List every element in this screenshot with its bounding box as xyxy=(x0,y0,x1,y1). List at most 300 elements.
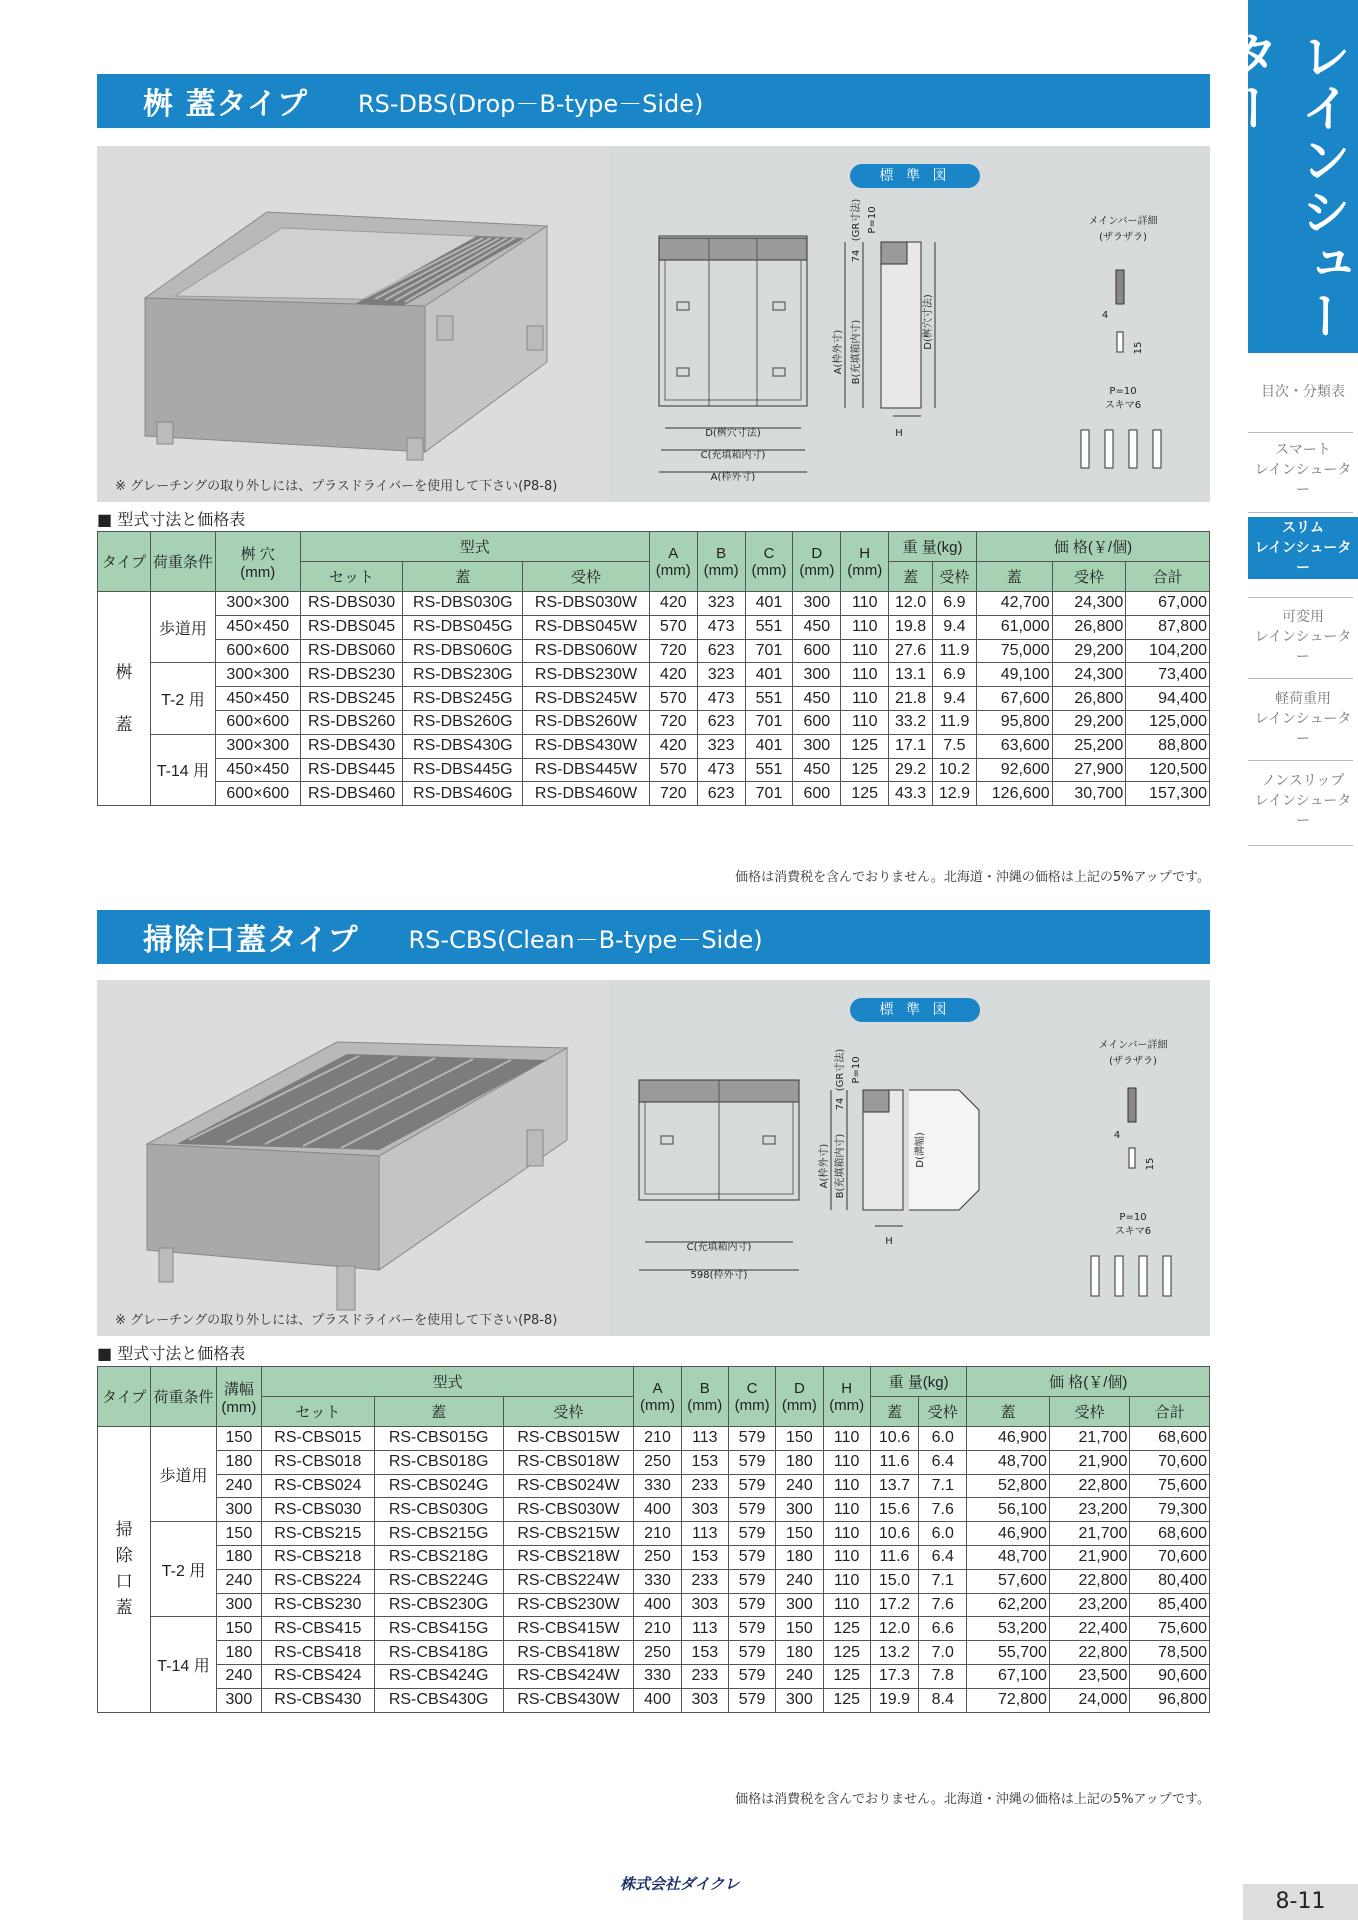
side-item-label: 可変用 xyxy=(1282,609,1324,625)
table-row xyxy=(98,687,1210,711)
table-cell: RS-DBS030G xyxy=(403,592,523,616)
table-cell: 27.6 xyxy=(889,639,933,663)
table-cell: 579 xyxy=(728,1688,775,1712)
table-cell: 7.5 xyxy=(933,734,977,758)
table-cell: 300 xyxy=(793,592,841,616)
table-cell: 180 xyxy=(776,1641,823,1665)
dim-label: B(充填箱内寸) xyxy=(835,1133,846,1199)
table-cell: RS-CBS024G xyxy=(374,1474,503,1498)
table-cell: 240 xyxy=(776,1569,823,1593)
dim-label: P=10 xyxy=(1109,386,1137,397)
table-row xyxy=(98,1474,1210,1498)
section-title: 掃除口蓋タイプ xyxy=(143,923,359,958)
table-cell: 300 xyxy=(776,1593,823,1617)
header-price: 価 格(￥/個) xyxy=(976,532,1209,562)
table-cell: 240 xyxy=(216,1664,261,1688)
table-cell: 303 xyxy=(681,1688,728,1712)
table-cell: 8.4 xyxy=(919,1688,967,1712)
table-cell: 579 xyxy=(728,1593,775,1617)
table-cell: 27,900 xyxy=(1052,758,1126,782)
table-cell: 17.3 xyxy=(870,1664,918,1688)
table-cell: RS-DBS430 xyxy=(300,734,403,758)
table-cell: 75,600 xyxy=(1130,1617,1210,1641)
table-cell: 125 xyxy=(823,1688,870,1712)
table-cell: 78,500 xyxy=(1130,1641,1210,1665)
table-cell: 13.2 xyxy=(870,1641,918,1665)
table-cell: RS-CBS218W xyxy=(503,1545,634,1569)
table-cell: 623 xyxy=(697,782,745,806)
table-cell: 49,100 xyxy=(976,663,1052,687)
table-cell: RS-CBS415 xyxy=(262,1617,375,1641)
table-cell: 21,700 xyxy=(1049,1427,1130,1451)
table-cell: RS-DBS230 xyxy=(300,663,403,687)
table-cell: RS-CBS218 xyxy=(262,1545,375,1569)
detail-label: メインバー詳細 xyxy=(1088,216,1158,227)
table-cell: RS-DBS245W xyxy=(523,687,650,711)
table-cell: 11.9 xyxy=(933,710,977,734)
table-cell: 701 xyxy=(745,782,793,806)
table-cell: 22,800 xyxy=(1049,1474,1130,1498)
table-cell: 473 xyxy=(697,758,745,782)
section-title: 桝 蓋タイプ xyxy=(143,87,308,122)
table-cell: 180 xyxy=(776,1545,823,1569)
table-cell: 400 xyxy=(634,1498,681,1522)
table-cell: 70,600 xyxy=(1130,1545,1210,1569)
table-cell: RS-DBS445G xyxy=(403,758,523,782)
side-item-label: レインシューター xyxy=(1254,629,1352,665)
table-cell: RS-CBS415G xyxy=(374,1617,503,1641)
divider xyxy=(1248,678,1353,679)
table-row xyxy=(98,1569,1210,1593)
table-cell: 240 xyxy=(776,1474,823,1498)
table-cell: 579 xyxy=(728,1474,775,1498)
table-cell: 473 xyxy=(697,687,745,711)
table-cell: 240 xyxy=(216,1474,261,1498)
table-cell: 125 xyxy=(823,1641,870,1665)
header-type: タイプ xyxy=(98,532,151,592)
table-cell: 323 xyxy=(697,663,745,687)
dim-label: 15 xyxy=(1133,341,1144,355)
header-d: D (mm) xyxy=(776,1367,823,1427)
table-cell: 24,300 xyxy=(1052,663,1126,687)
table-cell: 180 xyxy=(216,1545,261,1569)
table-cell: 579 xyxy=(728,1641,775,1665)
dim-label: B(充填箱内寸) xyxy=(851,319,862,385)
table-cell: 30,700 xyxy=(1052,782,1126,806)
table-cell: 10.6 xyxy=(870,1427,918,1451)
company-logo: 株式会社ダイクレ xyxy=(620,1875,740,1893)
table-cell: 92,600 xyxy=(976,758,1052,782)
detail-label: (ザラザラ) xyxy=(1099,232,1147,243)
table-cell: 26,800 xyxy=(1052,687,1126,711)
header-weight-cover: 蓋 xyxy=(870,1397,918,1427)
table-cell: 75,600 xyxy=(1130,1474,1210,1498)
table-cell: RS-CBS030W xyxy=(503,1498,634,1522)
table-cell: RS-DBS045 xyxy=(300,615,403,639)
table-cell: 12.9 xyxy=(933,782,977,806)
table-cell: 42,700 xyxy=(976,592,1052,616)
table-cell: 233 xyxy=(681,1474,728,1498)
table-cell: 21,900 xyxy=(1049,1450,1130,1474)
table-cell: RS-CBS418W xyxy=(503,1641,634,1665)
table-cell: RS-DBS045W xyxy=(523,615,650,639)
table-cell: 21.8 xyxy=(889,687,933,711)
table-cell: RS-CBS015 xyxy=(262,1427,375,1451)
table-cell: 300×300 xyxy=(215,734,300,758)
standard-drawing xyxy=(609,980,1210,1336)
table-cell: 551 xyxy=(745,687,793,711)
header-h: H (mm) xyxy=(823,1367,870,1427)
table-cell: RS-CBS218G xyxy=(374,1545,503,1569)
table-cell: 210 xyxy=(634,1617,681,1641)
table-cell: 150 xyxy=(216,1522,261,1546)
side-item-label: 目次・分類表 xyxy=(1261,384,1345,400)
section-header-dbs xyxy=(97,74,1210,128)
section-subtitle: RS-DBS(Drop－B-type－Side) xyxy=(357,89,704,118)
table-cell: RS-CBS030G xyxy=(374,1498,503,1522)
table-cell: 250 xyxy=(634,1545,681,1569)
table-cell: 6.9 xyxy=(933,663,977,687)
table-cell: 21,900 xyxy=(1049,1545,1130,1569)
dim-label: 4 xyxy=(1101,310,1109,321)
header-cover: 蓋 xyxy=(403,562,523,592)
price-note: 価格は消費税を含んでおりません。北海道・沖縄の価格は上記の5%アップです。 xyxy=(735,870,1210,885)
table-cell: RS-CBS015G xyxy=(374,1427,503,1451)
load-cell: T-14 用 xyxy=(150,734,215,805)
table-cell: 450 xyxy=(793,687,841,711)
table-cell: 250 xyxy=(634,1641,681,1665)
table-cell: RS-DBS260W xyxy=(523,710,650,734)
header-size: 桝 穴 (mm) xyxy=(215,532,300,592)
dim-label: P=10 xyxy=(1119,1212,1147,1223)
table-cell: 400 xyxy=(634,1593,681,1617)
table-cell: 551 xyxy=(745,615,793,639)
table-cell: 570 xyxy=(649,615,697,639)
table-cell: 150 xyxy=(216,1427,261,1451)
dim-label: 4 xyxy=(1113,1130,1121,1141)
table-cell: 53,200 xyxy=(967,1617,1050,1641)
table-cell: 450×450 xyxy=(215,758,300,782)
table-cell: 87,800 xyxy=(1126,615,1210,639)
table-row xyxy=(98,615,1210,639)
table-cell: 233 xyxy=(681,1664,728,1688)
table-cell: 110 xyxy=(823,1498,870,1522)
table-cell: 67,600 xyxy=(976,687,1052,711)
table-cell: RS-CBS430G xyxy=(374,1688,503,1712)
table-row xyxy=(98,1427,1210,1451)
table-cell: 330 xyxy=(634,1569,681,1593)
table-cell: RS-DBS430G xyxy=(403,734,523,758)
table-cell: RS-DBS045G xyxy=(403,615,523,639)
section-subtitle: RS-CBS(Clean－B-type－Side) xyxy=(408,925,763,954)
detail-label: (ザラザラ) xyxy=(1109,1056,1157,1067)
header-model: 型式 xyxy=(262,1367,634,1397)
table-cell: RS-CBS024 xyxy=(262,1474,375,1498)
table-cell: 570 xyxy=(649,687,697,711)
side-tab-title[interactable]: レインシューター xyxy=(1248,0,1358,353)
header-c: C (mm) xyxy=(745,532,793,592)
table-cell: 10.6 xyxy=(870,1522,918,1546)
table-cell: 125 xyxy=(841,734,889,758)
table-cell: 110 xyxy=(823,1522,870,1546)
table-cell: 623 xyxy=(697,710,745,734)
table-cell: 85,400 xyxy=(1130,1593,1210,1617)
table-cell: 67,000 xyxy=(1126,592,1210,616)
dim-label: D(溝幅) xyxy=(915,1132,926,1168)
table-cell: 48,700 xyxy=(967,1450,1050,1474)
dim-label: P=10 xyxy=(867,206,878,234)
dim-label: 598(枠外寸) xyxy=(690,1270,748,1281)
side-item-label: レインシューター xyxy=(1254,462,1352,498)
table-cell: 125 xyxy=(841,782,889,806)
table-cell: 300 xyxy=(793,663,841,687)
table-cell: RS-DBS260G xyxy=(403,710,523,734)
table-cell: 300×300 xyxy=(215,592,300,616)
header-d: D (mm) xyxy=(793,532,841,592)
dim-label: (GR寸法) xyxy=(835,1048,846,1092)
photo-note: ※ グレーチングの取り外しには、プラスドライバーを使用して下さい(P8-8) xyxy=(115,1313,558,1328)
load-cell: T-2 用 xyxy=(150,663,215,734)
table-cell: 72,800 xyxy=(967,1688,1050,1712)
table-cell: 7.8 xyxy=(919,1664,967,1688)
table-cell: 68,600 xyxy=(1130,1427,1210,1451)
table-cell: 29,200 xyxy=(1052,710,1126,734)
table-cell: 7.6 xyxy=(919,1593,967,1617)
table-cell: 300 xyxy=(216,1688,261,1712)
table-cell: 23,200 xyxy=(1049,1593,1130,1617)
table-cell: 153 xyxy=(681,1641,728,1665)
table-cell: 150 xyxy=(216,1617,261,1641)
table-cell: 153 xyxy=(681,1450,728,1474)
detail-label: メインバー詳細 xyxy=(1098,1040,1168,1051)
table-cell: 113 xyxy=(681,1617,728,1641)
dim-label: A(枠外寸) xyxy=(833,329,844,375)
dim-label: 15 xyxy=(1145,1157,1156,1171)
table-cell: 23,500 xyxy=(1049,1664,1130,1688)
table-row xyxy=(98,1617,1210,1641)
side-item-slim[interactable] xyxy=(1248,517,1358,579)
table-cell: 300 xyxy=(216,1498,261,1522)
table-cell: 125 xyxy=(823,1617,870,1641)
table-cell: 120,500 xyxy=(1126,758,1210,782)
table-cell: 579 xyxy=(728,1664,775,1688)
picture-area-dbs xyxy=(97,146,1210,502)
table-cell: 6.4 xyxy=(919,1450,967,1474)
dim-label: (GR寸法) xyxy=(851,198,862,242)
table-row xyxy=(98,1450,1210,1474)
table-cell: RS-DBS430W xyxy=(523,734,650,758)
table-cell: 210 xyxy=(634,1427,681,1451)
table-cell: 579 xyxy=(728,1569,775,1593)
product-photo xyxy=(97,146,609,502)
table-cell: RS-CBS230G xyxy=(374,1593,503,1617)
side-item-smart[interactable] xyxy=(1248,442,1358,498)
table-cell: 450×450 xyxy=(215,615,300,639)
table-cell: 43.3 xyxy=(889,782,933,806)
divider xyxy=(1248,597,1353,598)
table-cell: 96,800 xyxy=(1130,1688,1210,1712)
table-cell: RS-DBS060G xyxy=(403,639,523,663)
table-cell: 600×600 xyxy=(215,639,300,663)
divider xyxy=(1248,432,1353,433)
table-cell: RS-CBS224G xyxy=(374,1569,503,1593)
table-row xyxy=(98,1522,1210,1546)
table-cell: 6.6 xyxy=(919,1617,967,1641)
table-row xyxy=(98,1641,1210,1665)
table-cell: 210 xyxy=(634,1522,681,1546)
table-row xyxy=(98,734,1210,758)
table-cell: 104,200 xyxy=(1126,639,1210,663)
side-item-label: 軽荷重用 xyxy=(1275,691,1331,707)
table-cell: 23,200 xyxy=(1049,1498,1130,1522)
divider xyxy=(1248,760,1353,761)
table-cell: 125,000 xyxy=(1126,710,1210,734)
picture-area-cbs xyxy=(97,980,1210,1336)
header-price-cover: 蓋 xyxy=(976,562,1052,592)
table-cell: 6.9 xyxy=(933,592,977,616)
dim-label: P=10 xyxy=(851,1056,862,1084)
table-cell: 70,600 xyxy=(1130,1450,1210,1474)
table-cell: RS-CBS430W xyxy=(503,1688,634,1712)
table-cell: 7.0 xyxy=(919,1641,967,1665)
table-cell: 303 xyxy=(681,1593,728,1617)
table-row xyxy=(98,1593,1210,1617)
table-cell: 323 xyxy=(697,734,745,758)
header-set: セット xyxy=(262,1397,375,1427)
dim-label: スキマ6 xyxy=(1104,400,1142,411)
table-cell: 579 xyxy=(728,1522,775,1546)
table-cell: 55,700 xyxy=(967,1641,1050,1665)
spec-price-table-cbs xyxy=(97,1366,1210,1713)
table-cell: 110 xyxy=(823,1450,870,1474)
side-item-label: ノンスリップ xyxy=(1261,773,1345,789)
side-item-nonslip[interactable] xyxy=(1248,773,1358,829)
table-cell: RS-CBS230 xyxy=(262,1593,375,1617)
table-cell: 330 xyxy=(634,1664,681,1688)
table-cell: 300 xyxy=(776,1498,823,1522)
table-cell: 113 xyxy=(681,1427,728,1451)
table-cell: 110 xyxy=(823,1427,870,1451)
header-price-frame: 受枠 xyxy=(1049,1397,1130,1427)
load-cell: T-2 用 xyxy=(151,1522,216,1617)
header-price-total: 合計 xyxy=(1126,562,1210,592)
header-weight-frame: 受枠 xyxy=(933,562,977,592)
header-load: 荷重条件 xyxy=(151,1367,216,1427)
table-cell: 240 xyxy=(776,1664,823,1688)
type-cell: 掃 除 口 蓋 xyxy=(98,1427,151,1713)
dim-label: C(充填箱内寸) xyxy=(686,1242,752,1253)
table-cell: 300 xyxy=(216,1593,261,1617)
table-cell: RS-CBS418G xyxy=(374,1641,503,1665)
table-cell: RS-DBS030W xyxy=(523,592,650,616)
table-cell: 6.4 xyxy=(919,1545,967,1569)
table-cell: 401 xyxy=(745,734,793,758)
header-weight: 重 量(kg) xyxy=(889,532,977,562)
table-row xyxy=(98,758,1210,782)
table-cell: 110 xyxy=(841,592,889,616)
table-cell: 600×600 xyxy=(215,782,300,806)
header-size: 溝幅 (mm) xyxy=(216,1367,261,1427)
table-cell: RS-CBS015W xyxy=(503,1427,634,1451)
dim-label: H xyxy=(885,1236,893,1247)
table-cell: RS-DBS460G xyxy=(403,782,523,806)
header-c: C (mm) xyxy=(728,1367,775,1427)
dim-label: 74 xyxy=(835,1097,846,1111)
header-a: A (mm) xyxy=(649,532,697,592)
side-item-variable[interactable] xyxy=(1248,609,1358,665)
table-cell: 17.2 xyxy=(870,1593,918,1617)
table-cell: 15.0 xyxy=(870,1569,918,1593)
table-row xyxy=(98,782,1210,806)
table-cell: 73,400 xyxy=(1126,663,1210,687)
table-cell: RS-DBS460 xyxy=(300,782,403,806)
table-body xyxy=(98,1427,1210,1713)
table-cell: RS-CBS215W xyxy=(503,1522,634,1546)
table-cell: 7.6 xyxy=(919,1498,967,1522)
table-cell: 15.6 xyxy=(870,1498,918,1522)
table-cell: 450×450 xyxy=(215,687,300,711)
table-cell: 551 xyxy=(745,758,793,782)
table-cell: 126,600 xyxy=(976,782,1052,806)
table-row xyxy=(98,1545,1210,1569)
table-cell: 600 xyxy=(793,782,841,806)
table-cell: 623 xyxy=(697,639,745,663)
table-cell: 10.2 xyxy=(933,758,977,782)
table-cell: RS-CBS030 xyxy=(262,1498,375,1522)
table-cell: 150 xyxy=(776,1522,823,1546)
table-cell: 25,200 xyxy=(1052,734,1126,758)
table-cell: 450 xyxy=(793,758,841,782)
header-weight-frame: 受枠 xyxy=(919,1397,967,1427)
header-weight: 重 量(kg) xyxy=(870,1367,967,1397)
side-item-light-load[interactable] xyxy=(1248,691,1358,747)
table-cell: 180 xyxy=(216,1450,261,1474)
side-item-toc[interactable] xyxy=(1248,370,1358,414)
table-row xyxy=(98,639,1210,663)
table-cell: RS-CBS224 xyxy=(262,1569,375,1593)
table-cell: 110 xyxy=(841,615,889,639)
table-cell: 24,000 xyxy=(1049,1688,1130,1712)
table-row xyxy=(98,592,1210,616)
dim-label: 74 xyxy=(851,249,862,263)
table-cell: 21,700 xyxy=(1049,1522,1130,1546)
table-cell: 33.2 xyxy=(889,710,933,734)
table-cell: RS-CBS424G xyxy=(374,1664,503,1688)
header-b: B (mm) xyxy=(681,1367,728,1427)
table-cell: 110 xyxy=(841,639,889,663)
table-cell: 75,000 xyxy=(976,639,1052,663)
standard-drawing-svg xyxy=(609,980,1210,1336)
table-cell: RS-CBS230W xyxy=(503,1593,634,1617)
header-price-frame: 受枠 xyxy=(1052,562,1126,592)
table-cell: 125 xyxy=(841,758,889,782)
table-cell: RS-CBS224W xyxy=(503,1569,634,1593)
side-item-label: レインシューター xyxy=(1254,711,1352,747)
dim-label: H xyxy=(895,428,903,439)
table-row xyxy=(98,1688,1210,1712)
header-price-total: 合計 xyxy=(1130,1397,1210,1427)
table-cell: 24,300 xyxy=(1052,592,1126,616)
dim-label: スキマ6 xyxy=(1114,1226,1152,1237)
table-cell: 110 xyxy=(823,1545,870,1569)
table-cell: 13.7 xyxy=(870,1474,918,1498)
side-item-label: スリム xyxy=(1282,520,1324,536)
table-cell: 303 xyxy=(681,1498,728,1522)
table-cell: 19.9 xyxy=(870,1688,918,1712)
table-cell: 125 xyxy=(823,1664,870,1688)
header-frame: 受枠 xyxy=(523,562,650,592)
table-cell: RS-CBS424W xyxy=(503,1664,634,1688)
